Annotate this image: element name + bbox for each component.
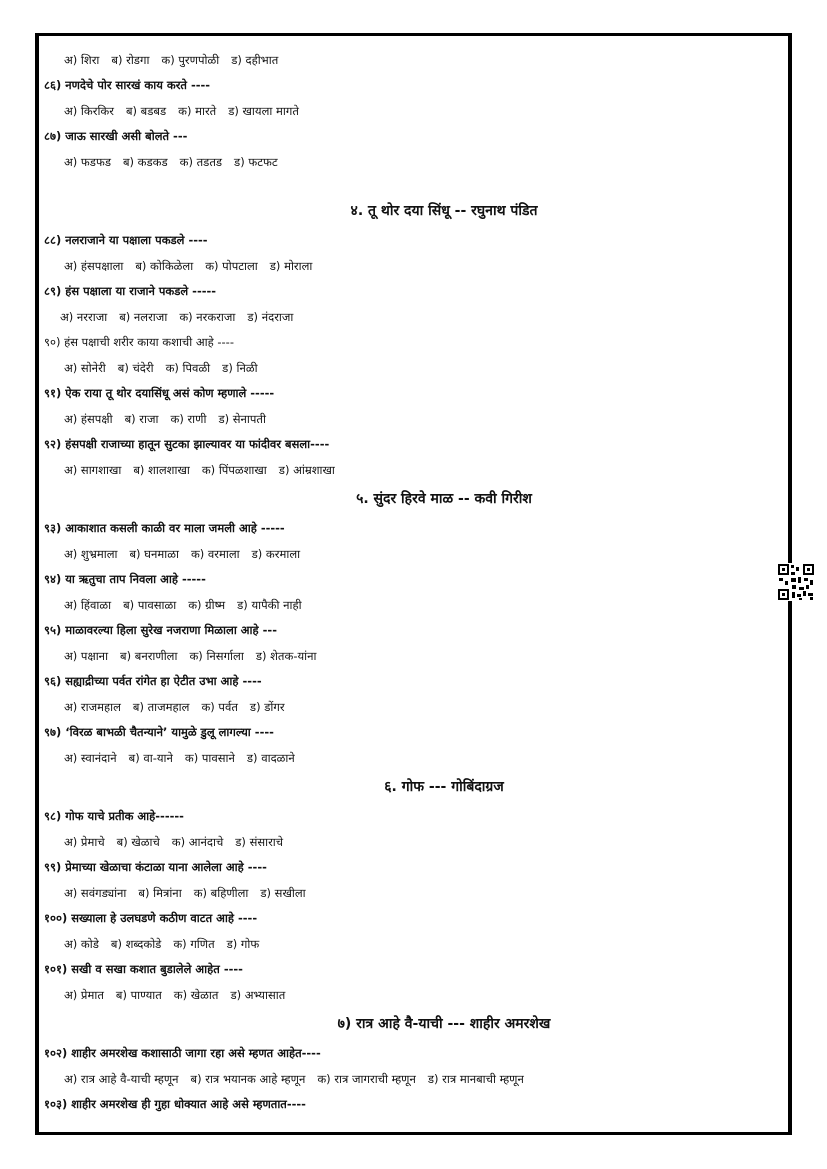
question-text: ९०) हंस पक्षाची शरीर काया कशाची आहे ---- bbox=[44, 335, 234, 349]
option-item: ड) शेतक-यांना bbox=[255, 649, 317, 663]
option-item: ब) वा-याने bbox=[128, 751, 173, 765]
option-item: ब) राजा bbox=[124, 412, 159, 426]
option-item: ब) रोडगा bbox=[111, 53, 150, 67]
option-item: ड) अभ्यासात bbox=[230, 988, 286, 1002]
options-row bbox=[44, 694, 784, 720]
options-row bbox=[44, 1066, 784, 1092]
options-row bbox=[44, 304, 784, 330]
option-item: ब) चंदेरी bbox=[117, 361, 154, 375]
option-item: ड) गोफ bbox=[226, 937, 260, 951]
option-item: क) गणित bbox=[173, 937, 215, 951]
option-item: क) बहिणीला bbox=[193, 886, 249, 900]
option-item: अ) सवंगड्यांना bbox=[64, 886, 127, 900]
options-row bbox=[44, 457, 784, 483]
question-text: ८७) जाऊ सारखी असी बोलते --- bbox=[44, 129, 188, 143]
question-text: ९४) या ऋतुचा ताप निवला आहे ----- bbox=[44, 572, 206, 586]
option-item: ब) कडकड bbox=[122, 155, 168, 169]
option-item: अ) हंसपक्षी bbox=[64, 412, 113, 426]
option-item: ड) डोंगर bbox=[249, 700, 285, 714]
option-item: ब) खेळाचे bbox=[116, 835, 160, 849]
option-item: ब) शब्दकोडे bbox=[110, 937, 162, 951]
option-item: अ) सागशाखा bbox=[64, 463, 122, 477]
options-row bbox=[44, 880, 784, 906]
option-item: ड) निळी bbox=[222, 361, 258, 375]
option-item: अ) शुभ्रमाला bbox=[64, 547, 118, 561]
question-text: १०३) शाहीर अमरशेख ही गुहा धोक्यात आहे असे म्हणतात---- bbox=[44, 1097, 306, 1111]
spacer bbox=[44, 175, 784, 195]
option-item: अ) स्वानंदाने bbox=[64, 751, 117, 765]
question-text: ८९) हंस पक्षाला या राजाने पकडले ----- bbox=[44, 284, 217, 298]
question-sheet bbox=[44, 47, 784, 1117]
option-item: ब) बनराणीला bbox=[120, 649, 178, 663]
question-text: १०१) सखी व सखा कशात बुडालेले आहेत ---- bbox=[44, 962, 243, 976]
question-text: ९२) हंसपक्षी राजाच्या हातून सुटका झाल्यावर या फांदीवर बसला---- bbox=[44, 437, 330, 451]
option-item: अ) नरराजा bbox=[60, 310, 108, 324]
option-item: ड) संसाराचे bbox=[235, 835, 284, 849]
section-heading: ६. गोफ --- गोबिंदाग्रज bbox=[384, 779, 504, 795]
option-item: ब) शालशाखा bbox=[133, 463, 190, 477]
option-item: अ) पक्षाना bbox=[64, 649, 109, 663]
option-item: ड) दहीभात bbox=[231, 53, 279, 67]
options-row bbox=[44, 47, 784, 73]
option-item: अ) सोनेरी bbox=[64, 361, 106, 375]
section-heading: ७) रात्र आहे वै-याची --- शाहीर अमरशेख bbox=[337, 1016, 551, 1032]
option-item: ब) घनमाळा bbox=[129, 547, 179, 561]
question-text: ९३) आकाशात कसली काळी वर माला जमली आहे ----- bbox=[44, 521, 285, 535]
option-item: क) रात्र जागराची म्हणून bbox=[317, 1072, 416, 1086]
options-row bbox=[44, 643, 784, 669]
option-item: क) खेळात bbox=[173, 988, 219, 1002]
question-text: ९६) सह्याद्रीच्या पर्वत रांगेत हा ऐटीत उभा आहे ---- bbox=[44, 674, 262, 688]
option-item: क) पोपटाला bbox=[205, 259, 258, 273]
option-item: ड) सेनापती bbox=[218, 412, 266, 426]
options-row bbox=[44, 745, 784, 771]
option-item: क) पिवळी bbox=[165, 361, 211, 375]
option-item: क) पावसाने bbox=[184, 751, 235, 765]
option-item: ड) खायला मागते bbox=[228, 104, 299, 118]
option-item: क) तडतड bbox=[179, 155, 223, 169]
question-text: ९१) ऐक राया तू थोर दयासिंधू असं कोण म्हणाले ----- bbox=[44, 386, 275, 400]
option-item: अ) हंसपक्षाला bbox=[64, 259, 124, 273]
option-item: क) वरमाला bbox=[190, 547, 240, 561]
option-item: अ) राजमहाल bbox=[64, 700, 121, 714]
option-item: ड) मोराला bbox=[269, 259, 313, 273]
option-item: ड) फटफट bbox=[234, 155, 278, 169]
question-text: ९८) गोफ याचे प्रतीक आहे------ bbox=[44, 809, 184, 823]
option-item: अ) प्रेमात bbox=[64, 988, 104, 1002]
options-row bbox=[44, 406, 784, 432]
option-item: क) निसर्गाला bbox=[189, 649, 244, 663]
option-item: ब) पावसाळा bbox=[123, 598, 177, 612]
qr-code-icon bbox=[777, 563, 815, 601]
option-item: ब) ताजमहाल bbox=[132, 700, 190, 714]
option-item: क) पर्वत bbox=[201, 700, 238, 714]
option-item: अ) कोडे bbox=[64, 937, 99, 951]
option-item: क) ग्रीष्म bbox=[188, 598, 226, 612]
options-row bbox=[44, 829, 784, 855]
option-item: क) नरकराजा bbox=[179, 310, 236, 324]
option-item: ड) रात्र मानबाची म्हणून bbox=[427, 1072, 524, 1086]
option-item: ब) नलराजा bbox=[119, 310, 168, 324]
option-item: अ) किरकिर bbox=[64, 104, 114, 118]
option-item: अ) फडफड bbox=[64, 155, 111, 169]
option-item: ब) बडबड bbox=[125, 104, 167, 118]
options-row bbox=[44, 253, 784, 279]
option-item: ब) कोकिळेला bbox=[135, 259, 194, 273]
option-item: ड) करमाला bbox=[251, 547, 301, 561]
option-item: अ) रात्र आहे वै-याची म्हणून bbox=[64, 1072, 179, 1086]
option-item: क) राणी bbox=[170, 412, 207, 426]
section-heading: ४. तू थोर दया सिंधू -- रघुनाथ पंडित bbox=[350, 203, 538, 219]
option-item: क) आनंदाचे bbox=[171, 835, 224, 849]
question-text: ८६) नणदेचे पोर सारखं काय करते ---- bbox=[44, 78, 211, 92]
option-item: ड) नंदराजा bbox=[247, 310, 294, 324]
options-row bbox=[44, 98, 784, 124]
question-text: ९५) माळावरल्या हिला सुरेख नजराणा मिळाला आहे --- bbox=[44, 623, 277, 637]
options-row bbox=[44, 355, 784, 381]
question-text: ९७) ‘विरळ बाभळी चैतन्याने’ यामुळे डुलू लागल्या ---- bbox=[44, 725, 274, 739]
option-item: ड) वादळाने bbox=[246, 751, 295, 765]
question-text: १०२) शाहीर अमरशेख कशासाठी जागा रहा असे म्हणत आहेत---- bbox=[44, 1046, 321, 1060]
option-item: क) पिंपळशाखा bbox=[201, 463, 267, 477]
option-item: ड) यापैकी नाही bbox=[237, 598, 302, 612]
options-row bbox=[44, 592, 784, 618]
option-item: अ) हिंवाळा bbox=[64, 598, 112, 612]
options-row bbox=[44, 931, 784, 957]
option-item: क) मारते bbox=[178, 104, 217, 118]
question-text: १००) सख्याला हे उलघडणे कठीण वाटत आहे ---- bbox=[44, 911, 258, 925]
option-item: ब) मित्रांना bbox=[138, 886, 182, 900]
options-row bbox=[44, 982, 784, 1008]
option-item: ड) आंम्रशाखा bbox=[278, 463, 335, 477]
question-text: ९९) प्रेमाच्या खेळाचा कंटाळा याना आलेला आहे ---- bbox=[44, 860, 267, 874]
option-item: ब) रात्र भयानक आहे म्हणून bbox=[190, 1072, 306, 1086]
options-row bbox=[44, 541, 784, 567]
option-item: ब) पाण्यात bbox=[115, 988, 162, 1002]
question-text: ८८) नलराजाने या पक्षाला पकडले ---- bbox=[44, 233, 208, 247]
options-row bbox=[44, 149, 784, 175]
option-item: अ) शिरा bbox=[64, 53, 100, 67]
section-heading: ५. सुंदर हिरवे माळ -- कवी गिरीश bbox=[356, 491, 532, 507]
option-item: क) पुरणपोळी bbox=[161, 53, 220, 67]
option-item: ड) सखीला bbox=[260, 886, 306, 900]
option-item: अ) प्रेमाचे bbox=[64, 835, 105, 849]
